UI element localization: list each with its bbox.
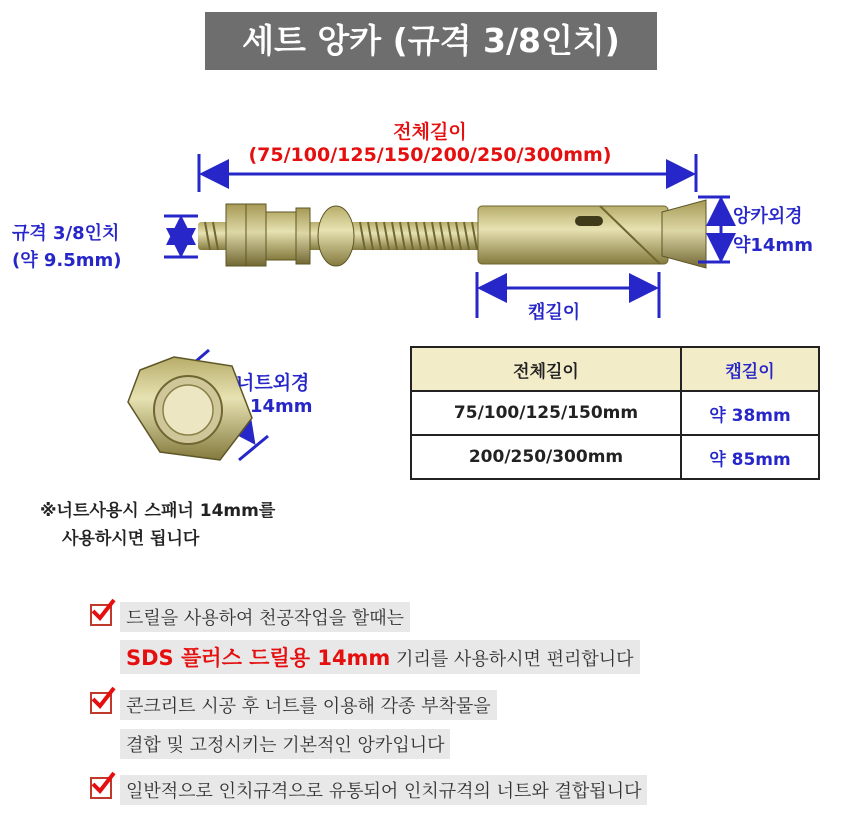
total-length-range: (75/100/125/150/200/250/300mm) — [248, 144, 612, 166]
check-icon — [90, 604, 112, 626]
anchor-cone — [662, 200, 706, 268]
length-table — [410, 346, 820, 480]
spanner-note: ※너트사용시 스패너 14mm를 — [40, 501, 276, 521]
spec-size-label: (약 9.5mm) — [12, 250, 122, 271]
table-header-cap: 캡길이 — [681, 347, 819, 391]
table-cell-total: 200/250/300mm — [411, 435, 681, 479]
table-header-total: 전체길이 — [411, 347, 681, 391]
nut-outer-diameter-value: 14mm — [250, 396, 313, 417]
cap-length-label: 캡길이 — [528, 302, 581, 323]
bullet-1-text: 드릴을 사용하여 천공작업을 할때는 — [120, 602, 410, 632]
drill-bit-highlight: SDS 플러스 드릴용 14mm — [126, 646, 391, 670]
page-title: 세트 앙카 (규격 3/8인치) — [205, 12, 657, 70]
nut-outer-diameter-label: 너트외경 — [236, 372, 310, 394]
washer — [296, 206, 354, 266]
table-row — [411, 391, 819, 435]
rod-nut — [226, 204, 296, 266]
table-cell-cap: 약 85mm — [681, 435, 819, 479]
check-icon — [90, 692, 112, 714]
table-row — [411, 435, 819, 479]
table-cell-cap: 약 38mm — [681, 391, 819, 435]
total-length-label: 전체길이 — [393, 121, 467, 143]
bullet-1-rest: 기리를 사용하시면 편리합니다 — [390, 649, 634, 670]
spec-label: 규격 3/8인치 — [12, 223, 120, 244]
anchor-outer-diameter-label: 앙카외경 — [733, 206, 803, 227]
check-icon — [90, 777, 112, 799]
anchor-sleeve — [478, 206, 668, 264]
bullet-1-line2 — [120, 640, 640, 674]
table-header-row — [411, 347, 819, 391]
anchor-outer-diameter-value: 약14mm — [733, 235, 813, 256]
bullet-2-line2: 결합 및 고정시키는 기본적인 앙카입니다 — [120, 729, 450, 759]
table-cell-total: 75/100/125/150mm — [411, 391, 681, 435]
hex-nut — [128, 357, 252, 460]
spanner-note-cont: 사용하시면 됩니다 — [62, 529, 200, 549]
bullet-2-text: 콘크리트 시공 후 너트를 이용해 각종 부착물을 — [120, 690, 497, 720]
bullet-3-text: 일반적으로 인치규격으로 유통되어 인치규격의 너트와 결합됩니다 — [120, 775, 647, 805]
